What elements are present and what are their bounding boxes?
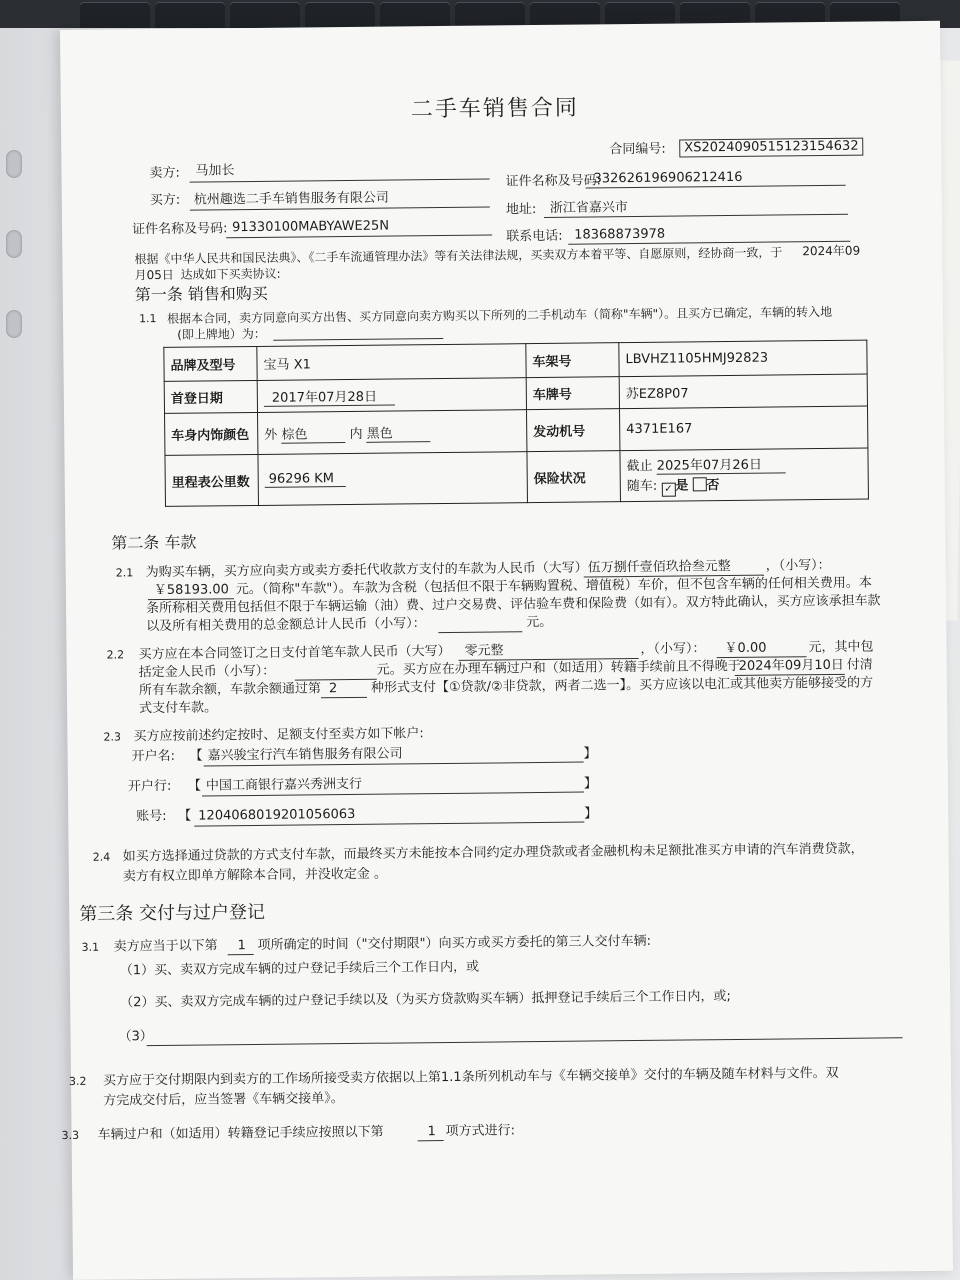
clause-3-3: 车辆过户和（如适用）转籍登记手续应按照以下第 <box>97 1124 384 1143</box>
seller-label: 卖方: <box>149 165 180 182</box>
underline <box>418 1140 444 1141</box>
binder-hole-icon <box>6 230 22 258</box>
account-bank: 中国工商银行嘉兴秀洲支行 <box>205 776 363 794</box>
bracket-left: 【 <box>178 808 192 824</box>
clause-2-3: 买方应按前述约定按时、足额支付至卖方如下帐户: <box>133 726 424 745</box>
intro-date-day: 月05日 <box>134 267 174 283</box>
binder-hole-icon <box>6 150 22 178</box>
clause-2-1-c: 条所称相关费用包括但不限于车辆运输（油）费、过户交易费、评估验车费和保险费（如有）。双方特此确认，买方应该承担车款 <box>145 593 881 617</box>
clause-number: 1.1 <box>138 312 157 326</box>
intro-date-year: 2024年09 <box>802 243 861 259</box>
seller-name: 马加长 <box>195 163 235 179</box>
color-value: 外 棕色 内 黑色 <box>258 410 527 455</box>
clause-2-4-cont: 卖方有权立即单方解除本合同，并没收定金 。 <box>122 866 388 885</box>
total-price-upper: 伍万捌仟壹佰玖拾叁元整 <box>587 559 731 576</box>
payment-method-number: 2 <box>328 681 338 697</box>
clause-3-1-b: 项所确定的时间（"交付期限"）向买方或买方委托的第三人交付车辆: <box>257 933 651 953</box>
clause-2-2-e: 付清 <box>846 657 873 673</box>
final-payment-date: 2024年09月10日 <box>738 657 844 674</box>
registration-place-blank <box>273 338 443 341</box>
bracket-right: 】 <box>583 776 598 792</box>
clause-number: 3.1 <box>81 940 100 954</box>
delivery-option-3: （3） <box>118 1029 153 1045</box>
buyer-id: 91330100MABYAWE25N <box>232 218 390 236</box>
clause-3-1: 卖方应当于以下第 <box>113 938 218 955</box>
delivery-option-1: （1）买、卖双方完成车辆的过户登记手续后三个工作日内，或 <box>119 959 480 979</box>
article-1-heading: 第一条 销售和购买 <box>134 283 268 305</box>
delivery-option-number: 1 <box>237 938 246 954</box>
vin-label: 车架号 <box>526 343 619 378</box>
article-3-heading: 第三条 交付与过户登记 <box>79 901 266 925</box>
intro-text: 根据《中华人民共和国民法典》、《二手车流通管理办法》等有关法律法规，买卖双方本着平等、自愿原则，经协商一致，于 <box>134 245 783 267</box>
clause-number: 3.2 <box>68 1074 87 1088</box>
underline <box>228 954 254 955</box>
address-label: 地址: <box>505 202 537 218</box>
engine-label: 发动机号 <box>527 409 620 452</box>
article-2-heading: 第二条 车款 <box>111 532 197 553</box>
clause-2-1: 为购买车辆，买方应向卖方或卖方委托代收款方支付的车款为人民币（大写） <box>145 560 588 581</box>
clause-2-2-h: 式支付车款。 <box>139 700 218 717</box>
brand-value: 宝马 X1 <box>257 344 526 381</box>
clause-number: 2.1 <box>115 566 134 580</box>
clause-number: 3.3 <box>61 1128 80 1143</box>
mileage-label: 里程表公里数 <box>165 454 259 506</box>
account-bank-label: 开户行: <box>127 778 172 795</box>
clause-number: 2.2 <box>106 648 125 662</box>
account-name: 嘉兴骏宝行汽车销售服务有限公司 <box>207 746 403 764</box>
clause-2-2: 买方应在本合同签订之日支付首笔车款人民币（大写） <box>138 643 451 663</box>
account-name-label: 开户名: <box>131 748 176 765</box>
insurance-value: 截止 2025年07月26日 随车: ✓ 是 否 <box>620 448 869 502</box>
amount-small-label: ，（小写）： <box>640 641 706 657</box>
vin-value: LBVHZ1105HMJ92823 <box>619 340 867 377</box>
clause-2-1-b: 元。（简称"车款"）。车款为含税（包括但不限于车辆购置税、增值税）车价，但不包含车辆的任何相关费用。本 <box>235 575 872 598</box>
contract-no-label: 合同编号: <box>609 141 666 158</box>
clause-2-2-f: 所有车款余额，车款余额通过第 <box>138 681 322 699</box>
reg-date-label: 首登日期 <box>164 380 257 413</box>
seller-id-label: 证件名称及号码: <box>505 173 602 190</box>
clause-1-1: 根据本合同，卖方同意向买方出售、买方同意向卖方购买以下所列的二手机动车（简称"车辆"）。且买方已确定，车辆的转入地 <box>166 304 833 326</box>
insurance-yes-checkbox: ✓ <box>661 483 675 497</box>
buyer-address: 浙江省嘉兴市 <box>549 200 628 216</box>
clause-2-1-e: 元。 <box>526 614 553 631</box>
document-title: 二手车销售合同 <box>410 95 579 123</box>
underline <box>147 1037 903 1046</box>
clause-3-3-b: 项方式进行: <box>445 1123 516 1140</box>
clause-2-2-d: 元。买方应在办理车辆过户和（如适用）转籍手续前且不得晚于 <box>376 658 741 678</box>
clause-number: 2.3 <box>103 730 121 744</box>
clause-2-2-c: 括定金人民币（小写）： <box>138 663 276 681</box>
color-label: 车身内饰颜色 <box>165 412 258 455</box>
insurance-no-checkbox <box>692 477 706 491</box>
engine-value: 4371E167 <box>619 406 867 451</box>
bracket-left: 【 <box>187 778 202 794</box>
account-number-label: 账号: <box>136 808 167 825</box>
intro-text-end: 达成如下买卖协议: <box>180 266 281 282</box>
total-price-amount: ￥58193.00 <box>153 582 229 599</box>
phone-label: 联系电话: <box>506 228 563 245</box>
reg-date-value: 2017年07月28日 <box>257 378 526 413</box>
seller-id: 332626196906212416 <box>593 169 743 187</box>
bracket-right: 】 <box>584 806 598 822</box>
first-payment-amount: ￥0.00 <box>724 640 767 657</box>
buyer-name: 杭州趣选二手车销售服务有限公司 <box>193 190 389 208</box>
mileage-value: 96296 KM <box>258 452 528 506</box>
clause-3-2: 买方应于交付期限内到卖方的工作场所接受卖方依据以上第1.1条所列机动车与《车辆交接单》交付的车辆及随车材料与文件。双 <box>102 1065 839 1089</box>
clause-1-1-cont: (即上牌地）为： <box>177 326 266 342</box>
clause-2-4: 如买方选择通过贷款的方式支付车款，而最终买方未能按本合同约定办理贷款或者金融机构未足额批准买方申请的汽车消费贷款， <box>122 841 864 865</box>
bracket-right: 】 <box>583 746 597 762</box>
clause-3-2-cont: 方完成交付后，应当签署《车辆交接单》。 <box>103 1091 344 1109</box>
transfer-option-number: 1 <box>427 1124 436 1140</box>
brand-label: 品牌及型号 <box>164 346 257 381</box>
binder-hole-icon <box>6 310 22 338</box>
amount-small-label: ，（小写）： <box>765 557 831 574</box>
clause-2-2-b: 元，其中包 <box>808 639 874 656</box>
delivery-option-2: （2）买、卖双方完成车辆的过户登记手续以及（为买方贷款购买车辆）抵押登记手续后三个工作日内，或; <box>120 989 731 1011</box>
underline <box>438 631 522 633</box>
buyer-label: 买方: <box>149 192 181 209</box>
vehicle-info-table <box>163 340 869 507</box>
clause-number: 2.4 <box>92 850 111 864</box>
plate-label: 车牌号 <box>526 377 619 410</box>
buyer-phone: 18368873978 <box>574 226 666 243</box>
clause-2-1-d: 以及所有相关费用的总金额总计人民币（小写）： <box>146 616 426 635</box>
insurance-label: 保险状况 <box>527 451 621 503</box>
first-payment-upper: 零元整 <box>464 643 504 659</box>
account-number: 1204068019201056063 <box>198 806 356 824</box>
underline <box>321 697 367 698</box>
contract-no: XS2024090515123154632 <box>679 138 863 158</box>
clause-2-2-g: 种形式支付【①贷款/②非贷款，两者二选一】。买方应该以电汇或其他卖方能够接受的方 <box>370 675 874 696</box>
bracket-left: 【 <box>189 748 203 764</box>
buyer-id-label: 证件名称及号码: <box>132 221 228 238</box>
plate-value: 苏EZ8P07 <box>619 374 867 409</box>
contract-page <box>60 21 953 1280</box>
